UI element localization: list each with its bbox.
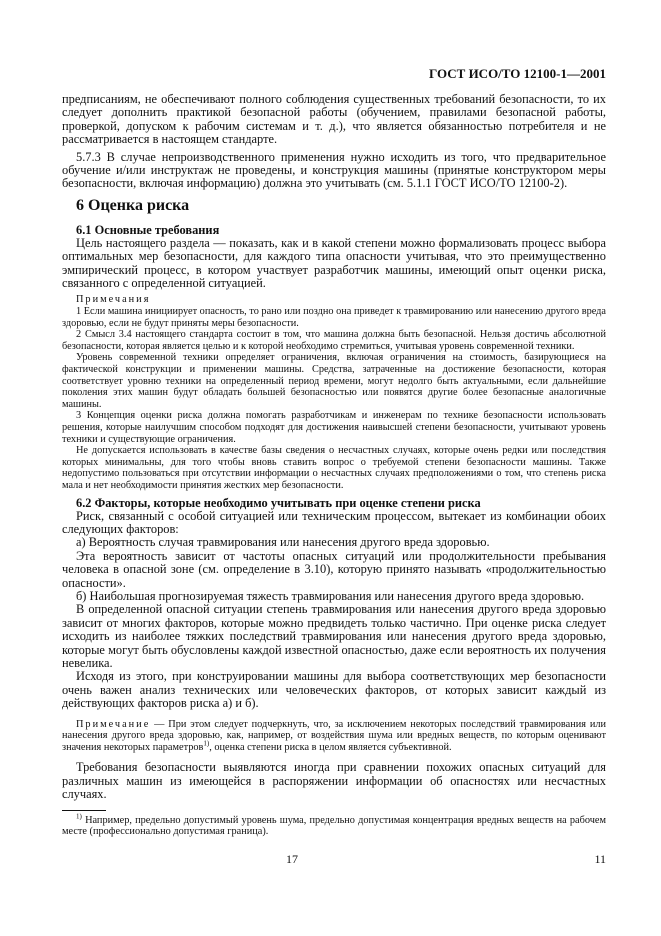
- document-header: ГОСТ ИСО/ТО 12100-1—2001: [429, 66, 606, 81]
- paragraph: В определенной опасной ситуации степень травмирования или нанесения другого вреда здоровью зависит от многих факторов, которые можно предвидеть только частично. При оценке риска следует исходить из наиболее тяжких последствий травмирования или нанесения другого вреда здоровью, которые могут быть обусловлены каждой известной опасностью, даже если вероятность их получения невелика.: [62, 602, 606, 671]
- note-3-cont: Не допускается использовать в качестве базы сведения о несчастных случаях, которые очень редки или последствия которых минимальны, для того чтобы вновь ставить вопрос о требуемой степени безопасности машины. Также недопустимо пользоваться при отсутствии информации о несчастных случаях предположениями о том, что степень риска мала и нет необходимости принятия жестких мер безопасности.: [62, 445, 606, 491]
- paragraph-5-7-3: 5.7.3 В случае непроизводственного применения нужно исходить из того, что предварительное обучение и/или инструктаж не проведены, и конструкция машины (принятые конструктором меры безопасности, включая информацию) должна это учитывать (см. 5.1.1 ГОСТ ИСО/ТО 12100-2).: [62, 149, 606, 191]
- paragraph: Цель настоящего раздела — показать, как и в какой степени можно формализовать процесс выбора оптимальных мер безопасности, для каждого типа опасности учитывая, что это преимущественно эмпирический процесс, в котором участвует разработчик машины, имеющий опыт оценки риска, связанного с определенной ситуацией.: [62, 235, 606, 291]
- page-footer: [62, 852, 606, 868]
- page-number-right: 11: [594, 851, 606, 866]
- section-heading: 6 Оценка риска: [76, 196, 190, 214]
- note-2-cont: Уровень современной техники определяет ограничения, включая ограничения на стоимость, базирующиеся на фактической конструкции и применении машины. Средства, затраченные на достижение безопасности, которая соответствует уровню техники на определенный период времени, могут недолго быть актуальными, если дальнейшие поколения этих машин будут обладать большей безопасностью или появятся другие более безопасные аналогичные машины.: [62, 352, 606, 410]
- subsection-heading: 6.1 Основные требования: [76, 222, 220, 237]
- note-label: Примечание: [76, 718, 151, 730]
- page-number-center: 17: [286, 851, 298, 866]
- note-3: 3 Концепция оценки риска должна помогать разработчикам и инженерам по технике безопасности использовать решения, которые наилучшим способом подходят для достижения наивысшей степени безопасности, учитывают уровень техники и существующие ограничения.: [62, 410, 606, 445]
- page-body: [62, 81, 606, 868]
- footnote-mark: 1): [76, 812, 82, 821]
- note: [62, 719, 606, 754]
- paragraph: Исходя из этого, при конструировании машины для выбора соответствующих мер безопасности очень важен анализ технических или человеческих факторов, от которых зависит каждый из действующих факторов риска а) и б).: [62, 669, 606, 711]
- footnote: [62, 812, 606, 838]
- footnote-divider: [62, 810, 106, 811]
- note-text: — При этом следует подчеркнуть, что, за исключением некоторых последствий травмирования или нанесения другого вреда здоровью, как, например, от воздействия шума или вредных веществ, по которым оценивают значения некоторых параметров: [62, 718, 606, 753]
- note-2: 2 Смысл 3.4 настоящего стандарта состоит в том, что машина должна быть безопасной. Нельзя достичь абсолютной безопасности, которая является целью и к которой необходимо стремиться, учитывая уровень современной техники.: [62, 329, 606, 352]
- factor-b: б) Наибольшая прогнозируемая тяжесть травмирования или нанесения другого вреда здоровью.: [76, 589, 585, 603]
- footnote-text: Например, предельно допустимый уровень шума, предельно допустимая концентрация вредных веществ на рабочем месте (профессионально допустимая граница).: [62, 814, 606, 838]
- subsection-heading: 6.2 Факторы, которые необходимо учитывать при оценке степени риска: [76, 495, 481, 510]
- note-tail: , оценка степени риска в целом является субъективной.: [209, 741, 452, 753]
- footnote-ref[interactable]: 1): [203, 739, 210, 748]
- paragraph: Эта вероятность зависит от частоты опасных ситуаций или продолжительности пребывания человека в опасной зоне (см. определение в 3.10), которую принято называть «продолжительностью опасности».: [62, 548, 606, 590]
- note-1: 1 Если машина инициирует опасность, то рано или поздно она приведет к травмированию или нанесению другого вреда здоровью, если не будут приняты меры безопасности.: [62, 306, 606, 329]
- notes-title: Примечания: [76, 294, 151, 306]
- paragraph: Риск, связанный с особой ситуацией или техническим процессом, вытекает из комбинации обоих следующих факторов:: [62, 508, 606, 536]
- factor-a: а) Вероятность случая травмирования или нанесения другого вреда здоровью.: [76, 535, 490, 550]
- paragraph: предписаниям, не обеспечивают полного соблюдения существенных требований безопасности, то их следует дополнить практикой безопасной работы (обучением, правилами безопасной работы, проверкой, допуском к рабочим системам и т. д.), что является обязанностью потребителя и не рассматривается в настоящем стандарте.: [62, 92, 606, 147]
- paragraph: Требования безопасности выявляются иногда при сравнении похожих опасных ситуаций для различных машин из имеющейся в распоряжении информации об опасностях или несчастных случаях.: [62, 760, 606, 802]
